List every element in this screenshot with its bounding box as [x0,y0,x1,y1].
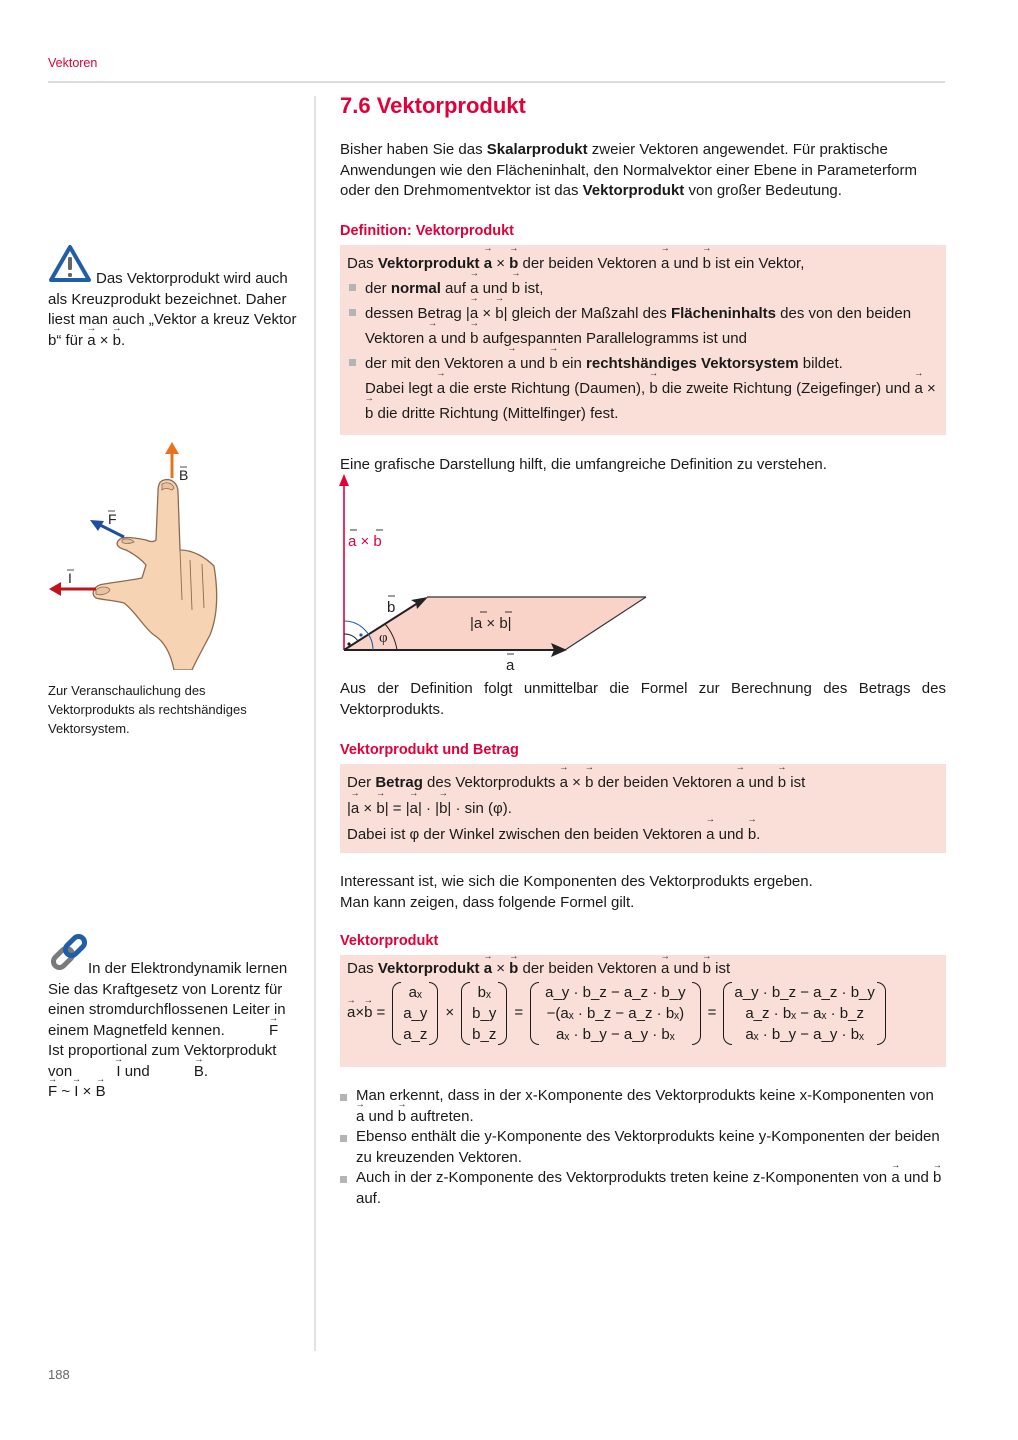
after-diagram-paragraph: Aus der Definition folgt unmittelbar die Formel zur Berechnung des Betrags des Vektorprodukts. [340,680,946,718]
warning-note-text: Das Vektorprodukt wird auch als Kreuzprodukt bezeichnet. Daher liest man auch „Vektor a kreuz Vektor b“ für [48,270,297,349]
remark-item: Ebenso enthält die y-Komponente des Vektorprodukts keine y-Komponenten der beiden zu kreuzenden Vektoren. [338,1127,944,1168]
header-rule [48,81,945,83]
result-vector: a_y · b_z − a_z · b_y a_z · bₓ − aₓ · b_z aₓ · b_y − a_y · bₓ [723,982,886,1045]
area-label: |a × b| [470,615,512,632]
right-hand-illustration [44,440,234,670]
hand-caption: Zur Veranschaulichung des Vektorprodukts als rechtshändiges Vektorsystem. [48,683,247,736]
right-angle-dot [347,642,350,645]
hand-shape [93,480,216,670]
definition-bullet: der mit den Vektoren → a und → b ein rechtshändiges Vektorsystem bildet. Dabei legt → a die erste Richtung (Daumen), → b die zweite Richtung (Zeigefinger) und → a × → b die dritte Richtung (Mittelfinger) fest. [347,351,938,426]
remark-item: Auch in der z-Komponente des Vektorprodukts treten keine z-Komponenten von → a und → b auf. [338,1168,944,1209]
link-note-text: In der Elektrondynamik lernen Sie das Kraftgesetz von Lorentz für einen stromdurchflossenen Leiter in einem Magnetfeld kennen. [48,960,288,1039]
intro-text: von großer Bedeutung. [684,182,842,199]
definition-bullet: der normal auf → a und → b ist, [347,276,938,301]
column-divider [314,96,316,1351]
b-label: b [387,599,396,616]
cross-product-label: a × b [348,533,382,550]
label-F: F [108,511,117,527]
term-vektorprodukt: Vektorprodukt [582,182,685,199]
parallelogram-diagram [335,470,665,680]
arrow-B-head [165,442,179,454]
intro-text: Bisher haben Sie das [340,141,487,158]
intro-paragraph [340,140,946,202]
betrag-box [340,764,946,853]
remarks-list [338,1086,944,1209]
vector-a-components: aₓ a_y a_z [392,982,438,1045]
components-intro-line: Interessant ist, wie sich die Komponenten des Vektorprodukts ergeben. [340,873,813,890]
components-intro-line: Man kann zeigen, dass folgende Formel gilt. [340,893,635,911]
link-note: In der Elektrondynamik lernen Sie das Kraftgesetz von Lorentz für einen stromdurchflossenen Leiter in einem Magnetfeld kennen. → F Ist proportional zum Vektorprodukt von → I und → B. → F ~ → I × → B [48,959,298,1103]
betrag-heading: Vektorprodukt und Betrag [340,742,519,758]
warning-note: Das Vektorprodukt wird auch als Kreuzprodukt bezeichnet. Daher liest man auch „Vektor a kreuz Vektor b“ für → a × → b. [48,269,298,351]
cross-product-arrowhead [339,474,349,486]
definition-line: Das Vektorprodukt → a × → b der beiden Vektoren → a und → b ist ein Vektor, [347,251,938,276]
section-title: 7.6 Vektorprodukt [340,93,526,118]
vector-b-components: bₓ b_y b_z [461,982,507,1045]
formula-line: Das Vektorprodukt → a × → b der beiden Vektoren → a und → b ist [347,959,938,980]
formula-heading: Vektorprodukt [340,933,439,949]
arrow-I-head [49,582,61,596]
lorentz-formula: → F ~ → I × → B [48,1082,298,1103]
label-B: B [179,467,189,483]
term-skalarprodukt: Skalarprodukt [486,141,588,158]
definition-box [340,245,946,435]
formula-box [340,955,946,1067]
label-I: I [68,570,72,586]
intro-text: zweier Vektoren angewendet. Für praktische Anwendungen wie den Flächeninhalt, den Normalvektor einer Ebene in Parameterform oder den Drehmomentvektor ist das [340,141,917,199]
right-angle-dot-blue [359,633,362,636]
page-number: 188 [48,1367,70,1382]
components-intro [340,872,946,913]
betrag-line: Der Betrag des Vektorprodukts → a × → b der beiden Vektoren → a und → b ist [347,770,938,796]
running-head: Vektoren [48,56,98,70]
remark-item: Man erkennt, dass in der x-Komponente des Vektorprodukts keine x-Komponenten von → a und → b auftreten. [338,1086,944,1127]
betrag-line: Dabei ist φ der Winkel zwischen den beiden Vektoren → a und → b. [347,822,938,848]
definition-heading: Definition: Vektorprodukt [340,223,514,239]
middle-vector: a_y · b_z − a_z · b_y −(aₓ · b_z − a_z · bₓ) aₓ · b_y − a_y · bₓ [530,982,701,1045]
graphic-intro: Eine grafische Darstellung hilft, die umfangreiche Definition zu verstehen. [340,456,827,473]
phi-label: φ [379,630,388,646]
a-label: a [506,657,515,674]
right-angle-arc-black [344,634,358,641]
definition-bullet: dessen Betrag |→ a × → b| gleich der Maßzahl des Flächeninhalts des von den beiden Vektoren → a und → b aufgespannten Parallelogramms ist und [347,301,938,351]
cross-product-formula: → a × → b = aₓ a_y a_z × bₓ b_y b_z = a_y · b_z − a_z · b_y −(aₓ · b_z − a_z · bₓ) aₓ · b_y − a_y · bₓ = a_y · b_z − a_z · b_y a_z · bₓ − aₓ · b_z aₓ · b_y − a_y · bₓ [347,982,938,1045]
betrag-formula: |→ a × → b| = |→ a| · |→ b| · sin (φ). [347,796,938,822]
